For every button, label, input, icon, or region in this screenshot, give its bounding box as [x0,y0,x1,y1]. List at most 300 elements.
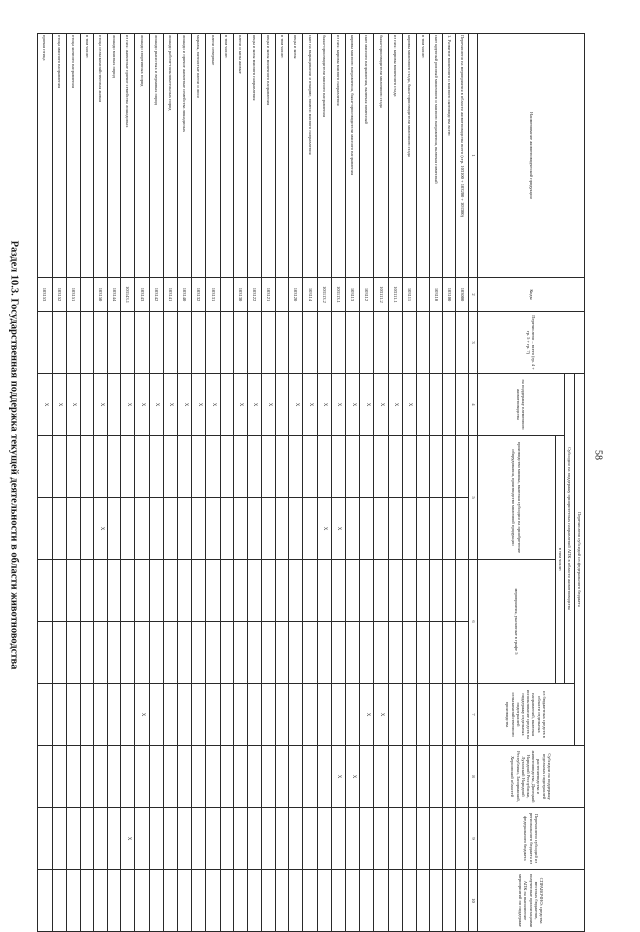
empty-cell [233,746,247,808]
empty-cell [94,560,108,622]
empty-cell [247,498,261,560]
empty-cell [81,622,94,684]
empty-cell [108,374,121,436]
empty-cell [388,622,402,684]
row-name: олени северные [206,34,220,278]
empty-cell [443,312,456,374]
empty-cell [149,622,163,684]
section-title: Раздел 10.3. Государственная поддержка текущей деятельности в области животноводства [8,240,20,670]
empty-cell [247,870,261,932]
empty-cell [38,498,53,560]
empty-cell [276,808,289,870]
empty-cell [360,870,374,932]
empty-cell [38,622,53,684]
row-code: 103111.1 [388,278,402,312]
empty-cell [206,560,220,622]
empty-cell [66,684,80,746]
empty-cell [81,498,94,560]
empty-cell [66,808,80,870]
row-code: 103140 [178,278,192,312]
empty-cell [430,808,443,870]
x-mark: Х [374,684,388,746]
x-mark: Х [388,374,402,436]
empty-cell [456,374,469,436]
empty-cell [220,560,233,622]
header-group-main: Перечислено субсидий из федерального бюджета [575,374,585,746]
empty-cell [233,808,247,870]
table-row [121,34,135,932]
empty-cell [456,622,469,684]
row-code: 103100 [443,278,456,312]
empty-cell [247,436,261,498]
empty-cell [443,374,456,436]
empty-cell [206,498,220,560]
table-row [346,34,360,932]
x-mark: Х [303,374,317,436]
empty-cell [94,684,108,746]
table-row [331,34,345,932]
empty-cell [233,622,247,684]
empty-cell [220,498,233,560]
empty-cell [52,312,66,374]
empty-cell [38,312,53,374]
table-row [220,34,233,932]
empty-cell [402,312,416,374]
row-name: коровы молочного стада, быки-производители молочного стада [402,34,416,278]
empty-cell [66,622,80,684]
empty-cell [417,622,430,684]
table-row [417,34,430,932]
empty-cell [220,374,233,436]
empty-cell [317,560,331,622]
empty-cell [276,560,289,622]
empty-cell [303,684,317,746]
empty-cell [178,622,192,684]
row-name: Перечислено на мероприятия в области животноводства всего (стр. 103100 + 103200 + 103300) [456,34,469,278]
empty-cell [52,622,66,684]
empty-cell [374,560,388,622]
empty-cell [456,870,469,932]
x-mark: Х [149,374,163,436]
x-mark: Х [262,374,276,436]
empty-cell [121,498,135,560]
empty-cell [163,312,177,374]
empty-cell [443,436,456,498]
empty-cell [94,746,108,808]
empty-cell [402,684,416,746]
empty-cell [192,870,206,932]
row-name: лошади рабоче-пользовательных пород [163,34,177,278]
header-group-sub: Субсидии на поддержку приоритетных направлений АПК в области животноводства [565,374,575,684]
empty-cell [233,436,247,498]
row-code: 103152 [52,278,66,312]
row-name: в том числе: [81,34,94,278]
empty-cell [276,374,289,436]
empty-cell [247,312,261,374]
empty-cell [374,312,388,374]
empty-cell [388,498,402,560]
row-code: 103113 [346,278,360,312]
header-col-8: Субсидии на поддержку отдельных подотраслей растениеводства и животноводства, Донецкой Народной Республики, Луганской Народной Республики, Запорожской, Херсонской областей [478,746,585,808]
row-code: 103112 [360,278,374,312]
empty-cell [430,436,443,498]
empty-cell [360,436,374,498]
empty-cell [135,436,149,498]
empty-cell [135,870,149,932]
empty-cell [149,560,163,622]
empty-cell [108,684,121,746]
empty-cell [192,312,206,374]
empty-cell [346,870,360,932]
empty-cell [163,746,177,808]
empty-cell [402,560,416,622]
row-name: птица яичного направления [66,34,80,278]
empty-cell [317,808,331,870]
empty-cell [430,560,443,622]
row-code [417,278,430,312]
empty-cell [417,374,430,436]
empty-cell [163,870,177,932]
empty-cell [430,746,443,808]
x-mark: Х [317,374,331,436]
empty-cell [52,560,66,622]
empty-cell [331,808,345,870]
empty-cell [443,498,456,560]
empty-cell [402,746,416,808]
empty-cell [443,870,456,932]
empty-cell [247,622,261,684]
row-code [220,278,233,312]
empty-cell [276,684,289,746]
empty-cell [163,684,177,746]
empty-cell [276,312,289,374]
empty-cell [233,870,247,932]
empty-cell [388,436,402,498]
empty-cell [206,684,220,746]
empty-cell [262,436,276,498]
empty-cell [303,560,317,622]
empty-cell [81,746,94,808]
empty-cell [430,622,443,684]
empty-cell [388,312,402,374]
empty-cell [317,436,331,498]
empty-cell [38,560,53,622]
row-name: овцы и козы [289,34,303,278]
x-mark: Х [374,374,388,436]
table-row [247,34,261,932]
column-number: 1 [469,34,478,278]
empty-cell [52,684,66,746]
empty-cell [317,622,331,684]
empty-cell [262,622,276,684]
empty-cell [52,436,66,498]
row-name: овцы и козы молочного направления [262,34,276,278]
empty-cell [331,312,345,374]
empty-cell [331,684,345,746]
empty-cell [178,746,192,808]
empty-cell [163,560,177,622]
empty-cell [346,498,360,560]
empty-cell [149,746,163,808]
empty-cell [121,870,135,932]
empty-cell [108,436,121,498]
row-code: 103110 [430,278,443,312]
row-code: 103122 [247,278,261,312]
empty-cell [317,684,331,746]
empty-cell [135,312,149,374]
row-code: 103114 [303,278,317,312]
row-name: птица сельскохозяйственная живая [94,34,108,278]
row-name: прочая птица [38,34,53,278]
x-mark: Х [66,374,80,436]
empty-cell [135,560,149,622]
empty-cell [178,870,192,932]
empty-cell [192,560,206,622]
header-col-7: из бюджетных средств в области отдельных направлений, включая использование средств на поддержку отдельных подотраслей сельскохозяйственного производства [478,684,575,746]
empty-cell [94,312,108,374]
empty-cell [360,746,374,808]
empty-cell [233,312,247,374]
empty-cell [66,312,80,374]
empty-cell [317,746,331,808]
empty-cell [206,808,220,870]
empty-cell [192,436,206,498]
row-name: лошади и прочие животные семейства лошадиных [178,34,192,278]
empty-cell [178,312,192,374]
empty-cell [456,808,469,870]
empty-cell [443,560,456,622]
empty-cell [276,436,289,498]
empty-cell [108,560,121,622]
row-code: 103144 [108,278,121,312]
empty-cell [247,746,261,808]
empty-cell [388,684,402,746]
x-mark: Х [163,374,177,436]
row-code: 103000 [456,278,469,312]
x-mark: Х [360,684,374,746]
x-mark: Х [94,374,108,436]
row-name: 1. Развитие молочного и мясного скотоводства всего [443,34,456,278]
empty-cell [402,436,416,498]
header-col-4: на поддержку племенного животноводства [478,374,565,436]
empty-cell [206,436,220,498]
table-row [456,34,469,932]
empty-cell [388,560,402,622]
table-row [289,34,303,932]
empty-cell [443,808,456,870]
empty-cell [220,746,233,808]
x-mark: Х [346,746,360,808]
x-mark: Х [94,498,108,560]
empty-cell [121,560,135,622]
empty-cell [149,808,163,870]
empty-cell [303,622,317,684]
table-row [135,34,149,932]
empty-cell [121,436,135,498]
empty-cell [220,622,233,684]
empty-cell [276,498,289,560]
empty-cell [206,746,220,808]
header-col-6: мероприятия, указанные в графе 5 [478,560,556,684]
empty-cell [220,870,233,932]
empty-cell [276,870,289,932]
empty-cell [108,746,121,808]
empty-cell [303,870,317,932]
empty-cell [417,808,430,870]
row-code: 103121 [262,278,276,312]
empty-cell [81,374,94,436]
empty-cell [289,808,303,870]
table-row [66,34,80,932]
empty-cell [443,622,456,684]
table-row [108,34,121,932]
x-mark: Х [331,746,345,808]
row-name: овцы и козы мясного направления [247,34,261,278]
header-col-5-title: в том числе: [556,436,565,684]
empty-cell [66,436,80,498]
row-name: в том числе: [417,34,430,278]
row-code: 103113.2 [317,278,331,312]
empty-cell [135,498,149,560]
page-number: 58 [592,450,604,460]
empty-cell [456,684,469,746]
empty-cell [135,746,149,808]
empty-cell [303,746,317,808]
empty-cell [289,436,303,498]
empty-cell [346,808,360,870]
empty-cell [360,498,374,560]
empty-cell [456,312,469,374]
empty-cell [388,746,402,808]
empty-cell [247,808,261,870]
table-row [303,34,317,932]
empty-cell [178,436,192,498]
empty-cell [360,560,374,622]
empty-cell [94,436,108,498]
empty-cell [276,746,289,808]
empty-cell [233,498,247,560]
table-row [52,34,66,932]
table-row [38,34,53,932]
empty-cell [374,436,388,498]
table-row [430,34,443,932]
empty-cell [163,808,177,870]
empty-cell [430,312,443,374]
row-code: 103143.1 [121,278,135,312]
empty-cell [456,560,469,622]
row-code: 103153 [38,278,53,312]
empty-cell [178,684,192,746]
empty-cell [417,560,430,622]
row-code: 103142 [149,278,163,312]
row-code: 103120 [289,278,303,312]
column-number: 6 [469,560,478,684]
empty-cell [38,746,53,808]
column-number: 8 [469,746,478,808]
column-number: 3 [469,312,478,374]
row-code: 103143 [135,278,149,312]
column-number: 2 [469,278,478,312]
header-col-10: СПРАВОЧНО: средства местных бюджетов, полученные организациями АПК на выполнение мероприятий по поддержке [478,870,585,932]
x-mark: Х [121,374,135,436]
table-row [149,34,163,932]
empty-cell [121,746,135,808]
row-code: 103151 [66,278,80,312]
empty-cell [108,622,121,684]
empty-cell [289,746,303,808]
empty-cell [430,498,443,560]
row-code: 103130 [233,278,247,312]
empty-cell [331,870,345,932]
column-number: 5 [469,436,478,560]
empty-cell [456,436,469,498]
row-name: маралы, пятнистые олени и лоси [192,34,206,278]
row-code: 103111 [402,278,416,312]
empty-cell [149,870,163,932]
empty-cell [374,498,388,560]
table-row [360,34,374,932]
row-name: лошади рысистых и верховых пород [149,34,163,278]
empty-cell [149,498,163,560]
empty-cell [262,684,276,746]
empty-cell [94,870,108,932]
empty-cell [417,312,430,374]
empty-cell [121,622,135,684]
empty-cell [303,436,317,498]
empty-cell [360,622,374,684]
empty-cell [262,560,276,622]
empty-cell [456,498,469,560]
table-row [402,34,416,932]
empty-cell [303,312,317,374]
empty-cell [402,870,416,932]
column-number: 9 [469,808,478,870]
empty-cell [66,870,80,932]
empty-cell [81,870,94,932]
column-number: 7 [469,684,478,746]
table-row [94,34,108,932]
row-name: в том числе: [276,34,289,278]
empty-cell [430,374,443,436]
row-name: быки-производители молочного стада [374,34,388,278]
empty-cell [289,684,303,746]
empty-cell [430,870,443,932]
empty-cell [289,560,303,622]
empty-cell [163,498,177,560]
empty-cell [66,498,80,560]
empty-cell [331,436,345,498]
empty-cell [276,622,289,684]
table-container [37,33,585,928]
empty-cell [262,808,276,870]
empty-cell [374,870,388,932]
header-name: Наименование животноводческой продукции [478,34,585,278]
empty-cell [192,808,206,870]
empty-cell [121,312,135,374]
empty-cell [192,746,206,808]
empty-cell [149,684,163,746]
empty-cell [374,622,388,684]
table-row [81,34,94,932]
empty-cell [346,560,360,622]
empty-cell [81,560,94,622]
row-name: скот крупный рогатый молочного и мясного направления, включая помесный [430,34,443,278]
empty-cell [206,870,220,932]
row-name: из них: коровы молочного стада [388,34,402,278]
row-code: 103111.2 [374,278,388,312]
empty-cell [346,622,360,684]
empty-cell [388,808,402,870]
